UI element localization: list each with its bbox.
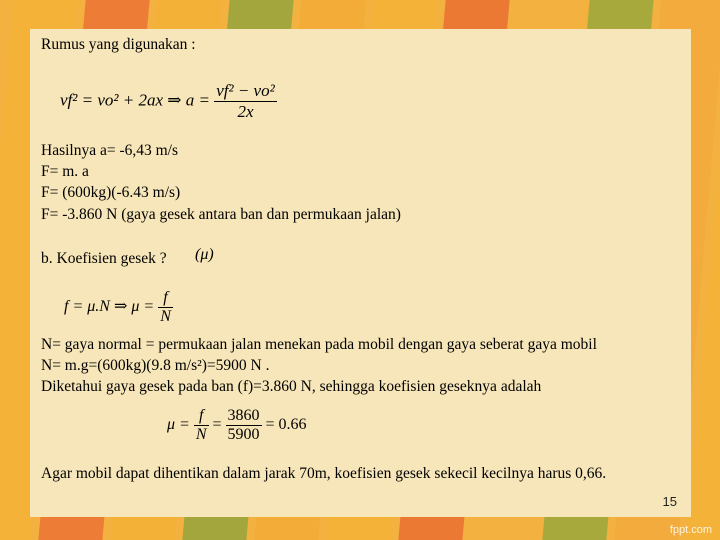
mu-symbol: (μ) [195,246,214,263]
formula-numerator: f [194,407,209,426]
formula-numerator: vf² − vo² [216,81,275,100]
text-line: F= -3.860 N (gaya gesek antara ban dan permukaan jalan) [41,206,401,223]
text-line: b. Koefisien gesek ? [41,250,167,267]
formula-fraction [214,81,276,122]
content-panel [30,29,691,517]
formula-denominator: N [195,426,207,443]
text-line: Diketahui gaya gesek pada ban (f)=3.860 N, sehingga koefisien geseknya adalah [41,378,542,395]
formula-denominator: 5900 [227,426,260,443]
text-line: Rumus yang digunakan : [41,36,196,53]
formula-fraction [194,407,209,444]
formula-denominator: N [160,308,171,325]
page-number: 15 [662,494,677,509]
text-line: Hasilnya a= -6,43 m/s [41,142,179,159]
formula-denominator: 2x [237,102,254,121]
watermark-logo: fppt.com [669,524,712,536]
formula-numerator: f [158,289,173,308]
text-line: N= gaya normal = permukaan jalan menekan pada mobil dengan gaya seberat gaya mobil [41,336,597,353]
formula-left: vf² = vo² + 2ax ⇒ a = [60,90,210,110]
text-line: Agar mobil dapat dihentikan dalam jarak 70m, koefisien gesek sekecil kecilnya harus 0,66. [41,465,607,482]
formula-result: = 0.66 [265,416,307,434]
formula-left: μ = [167,416,190,434]
formula-values-fraction [226,407,262,444]
formula-friction [64,289,173,326]
text-line: N= m.g=(600kg)(9.8 m/s²)=5900 N . [41,357,270,374]
formula-numerator: 3860 [227,407,260,424]
formula-left: f = μ.N ⇒ μ = [64,298,155,316]
text-line: F= m. a [41,163,89,180]
formula-fraction [158,289,173,326]
text-line: F= (600kg)(-6.43 m/s) [41,184,181,201]
formula-coefficient [167,407,307,444]
formula-equals: = [212,416,222,434]
formula-kinematics [60,81,277,122]
